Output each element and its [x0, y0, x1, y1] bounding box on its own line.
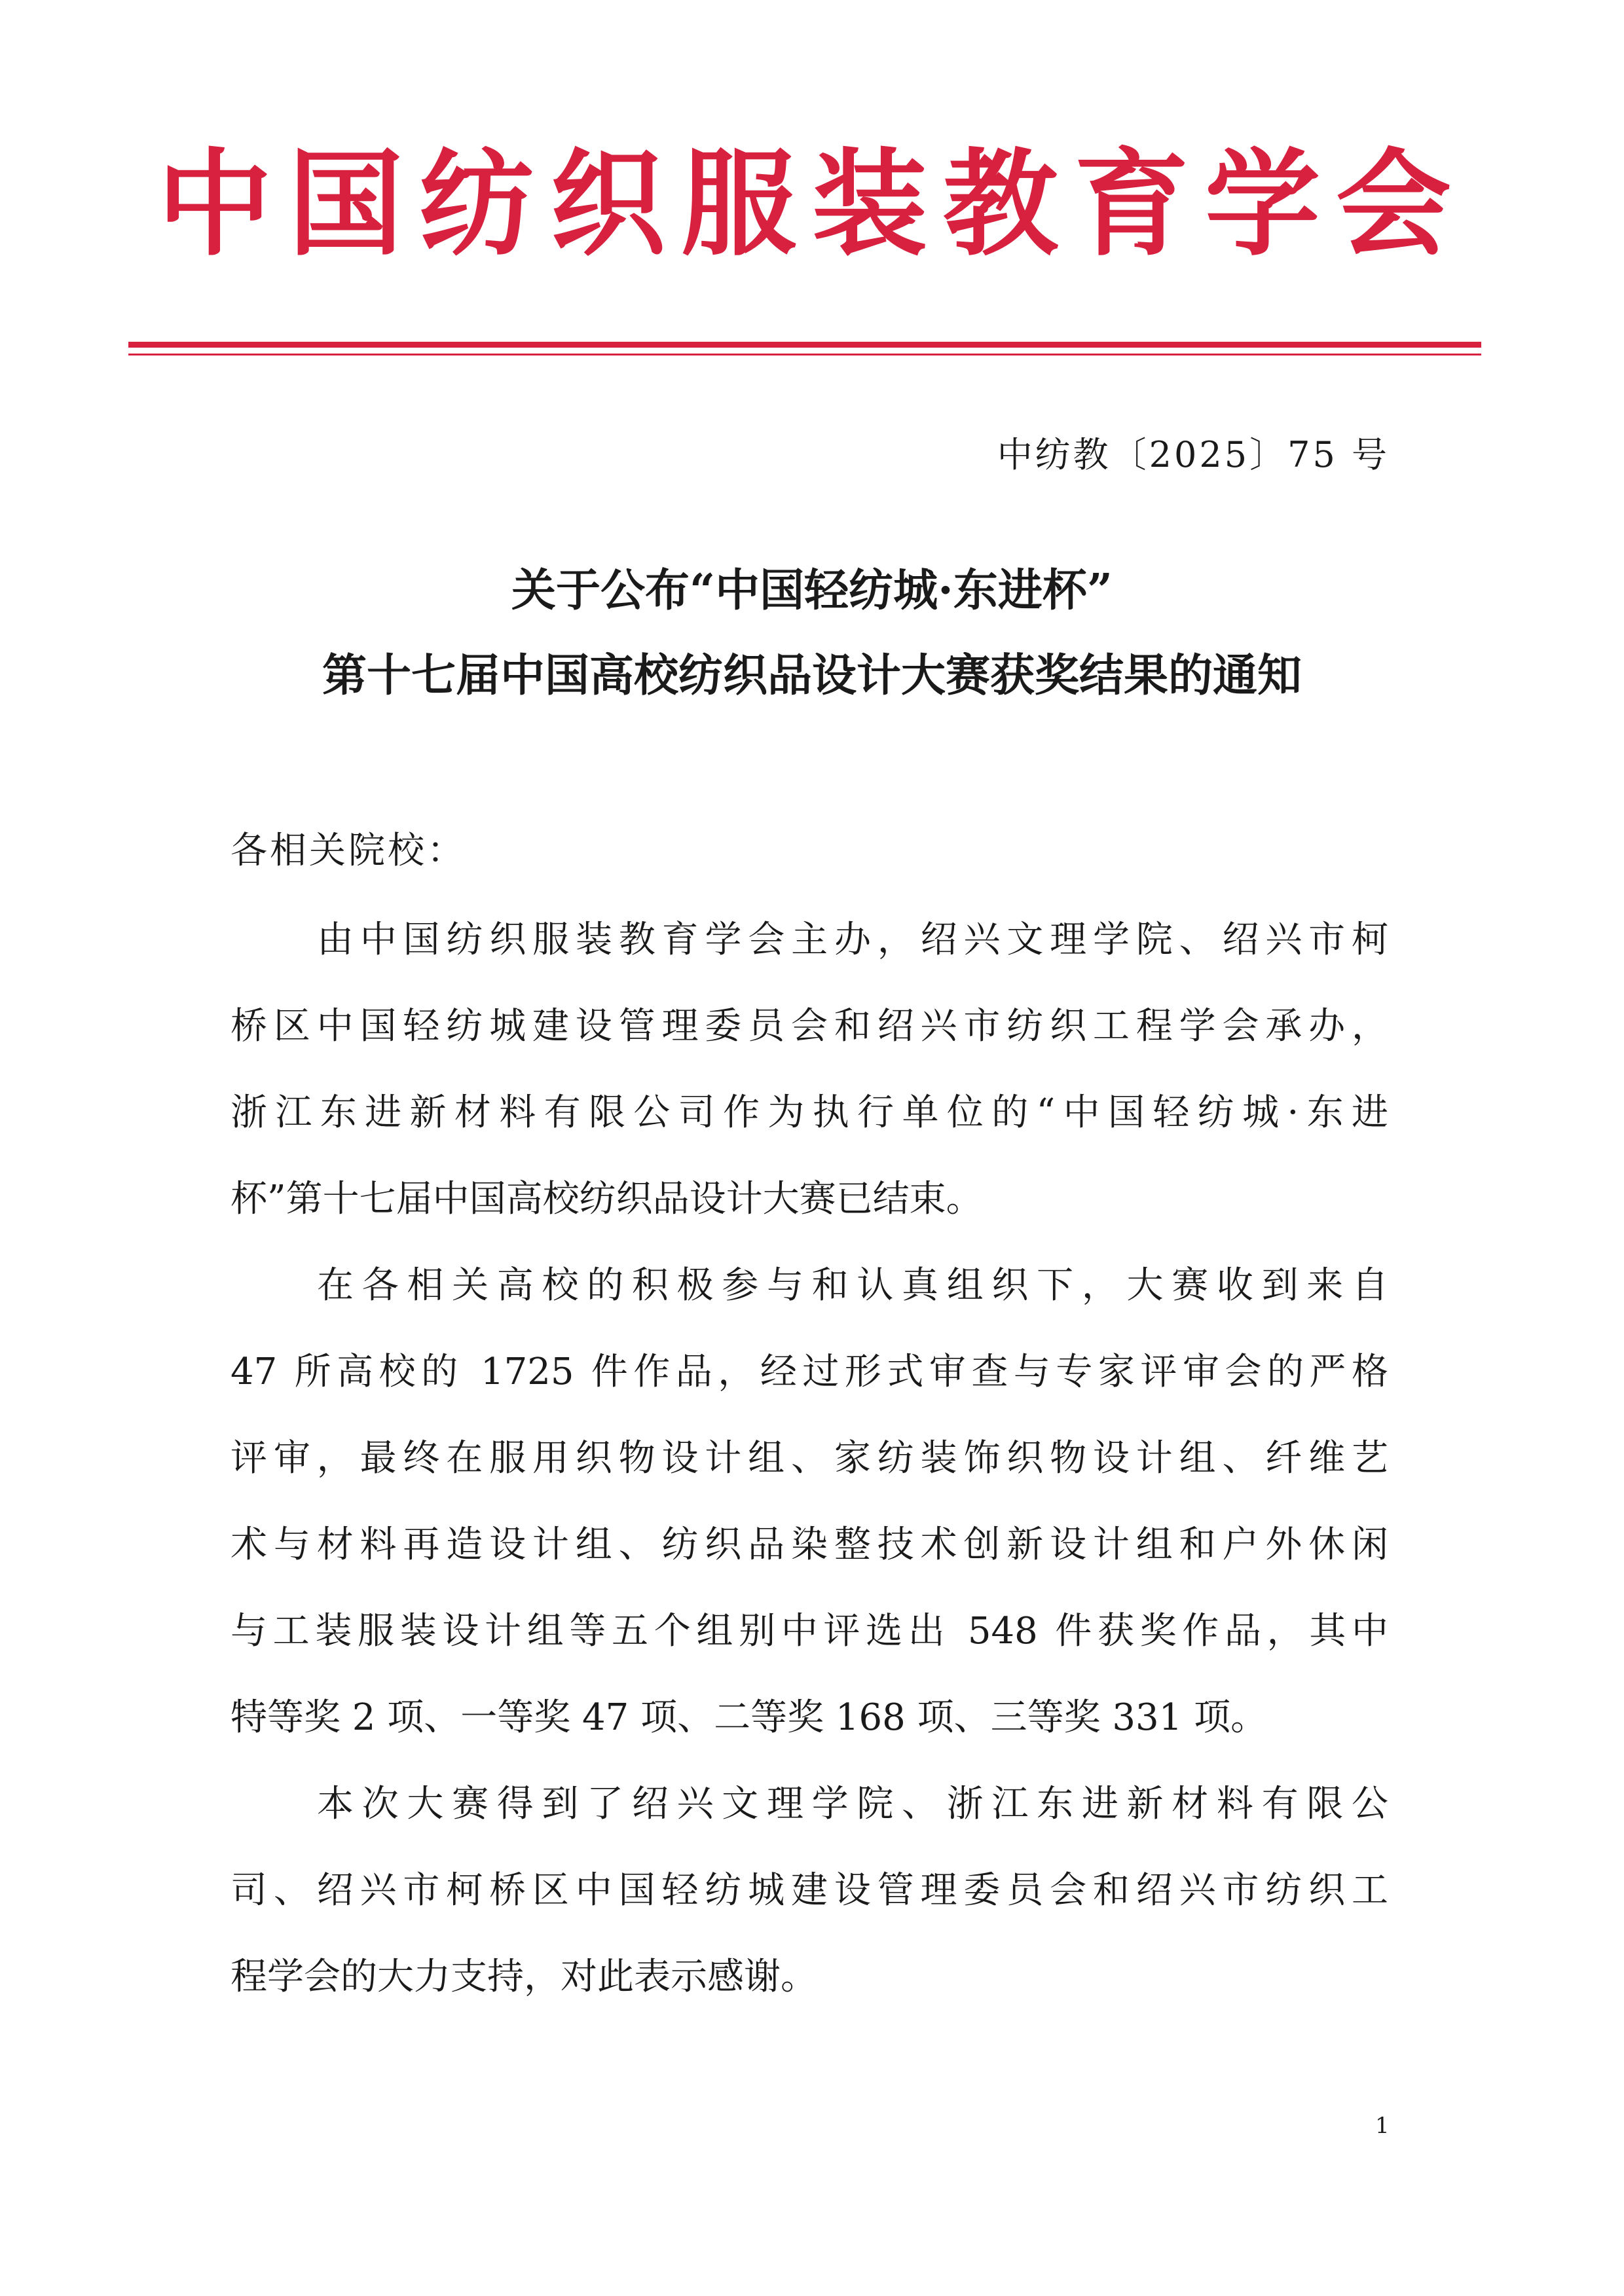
paragraph-2-line: 术与材料再造设计组、纺织品染整技术创新设计组和户外休闲 — [231, 1523, 1388, 1566]
paragraph-3-line: 本次大赛得到了绍兴文理学院、浙江东进新材料有限公 — [317, 1783, 1388, 1825]
paragraph-2-line: 特等奖 2 项、一等奖 47 项、二等奖 168 项、三等奖 331 项。 — [231, 1696, 1268, 1739]
notice-title-line-2: 第十七届中国高校纺织品设计大赛获奖结果的通知 — [322, 649, 1302, 702]
paragraph-2-line: 47 所高校的 1725 件作品，经过形式审查与专家评审会的严格 — [231, 1351, 1388, 1393]
paragraph-2-line: 评审，最终在服用织物设计组、家纺装饰织物设计组、纤维艺 — [231, 1437, 1388, 1480]
page-number: 1 — [1375, 2113, 1390, 2139]
notice-title-line-1: 关于公布“中国轻纺城·东进杯” — [511, 564, 1113, 617]
paragraph-2-line: 在各相关高校的积极参与和认真组织下，大赛收到来自 — [317, 1264, 1388, 1307]
paragraph-3-line: 司、绍兴市柯桥区中国轻纺城建设管理委员会和绍兴市纺织工 — [231, 1869, 1388, 1912]
organization-header: 中国纺织服装教育学会 — [157, 137, 1467, 272]
paragraph-3-line: 程学会的大力支持，对此表示感谢。 — [231, 1956, 817, 1998]
header-rule-thick — [128, 342, 1481, 348]
document-number: 中纺教〔2025〕75 号 — [997, 434, 1390, 475]
salutation: 各相关院校： — [231, 829, 466, 872]
paragraph-1-line: 桥区中国轻纺城建设管理委员会和绍兴市纺织工程学会承办， — [231, 1005, 1388, 1048]
paragraph-1-line: 由中国纺织服装教育学会主办，绍兴文理学院、绍兴市柯 — [317, 919, 1388, 961]
header-rule-thin — [128, 354, 1481, 355]
paragraph-2-line: 与工装服装设计组等五个组别中评选出 548 件获奖作品，其中 — [231, 1610, 1388, 1652]
paragraph-1-line: 浙江东进新材料有限公司作为执行单位的“中国轻纺城·东进 — [231, 1091, 1388, 1134]
paragraph-1-line: 杯”第十七届中国高校纺织品设计大赛已结束。 — [231, 1178, 983, 1220]
